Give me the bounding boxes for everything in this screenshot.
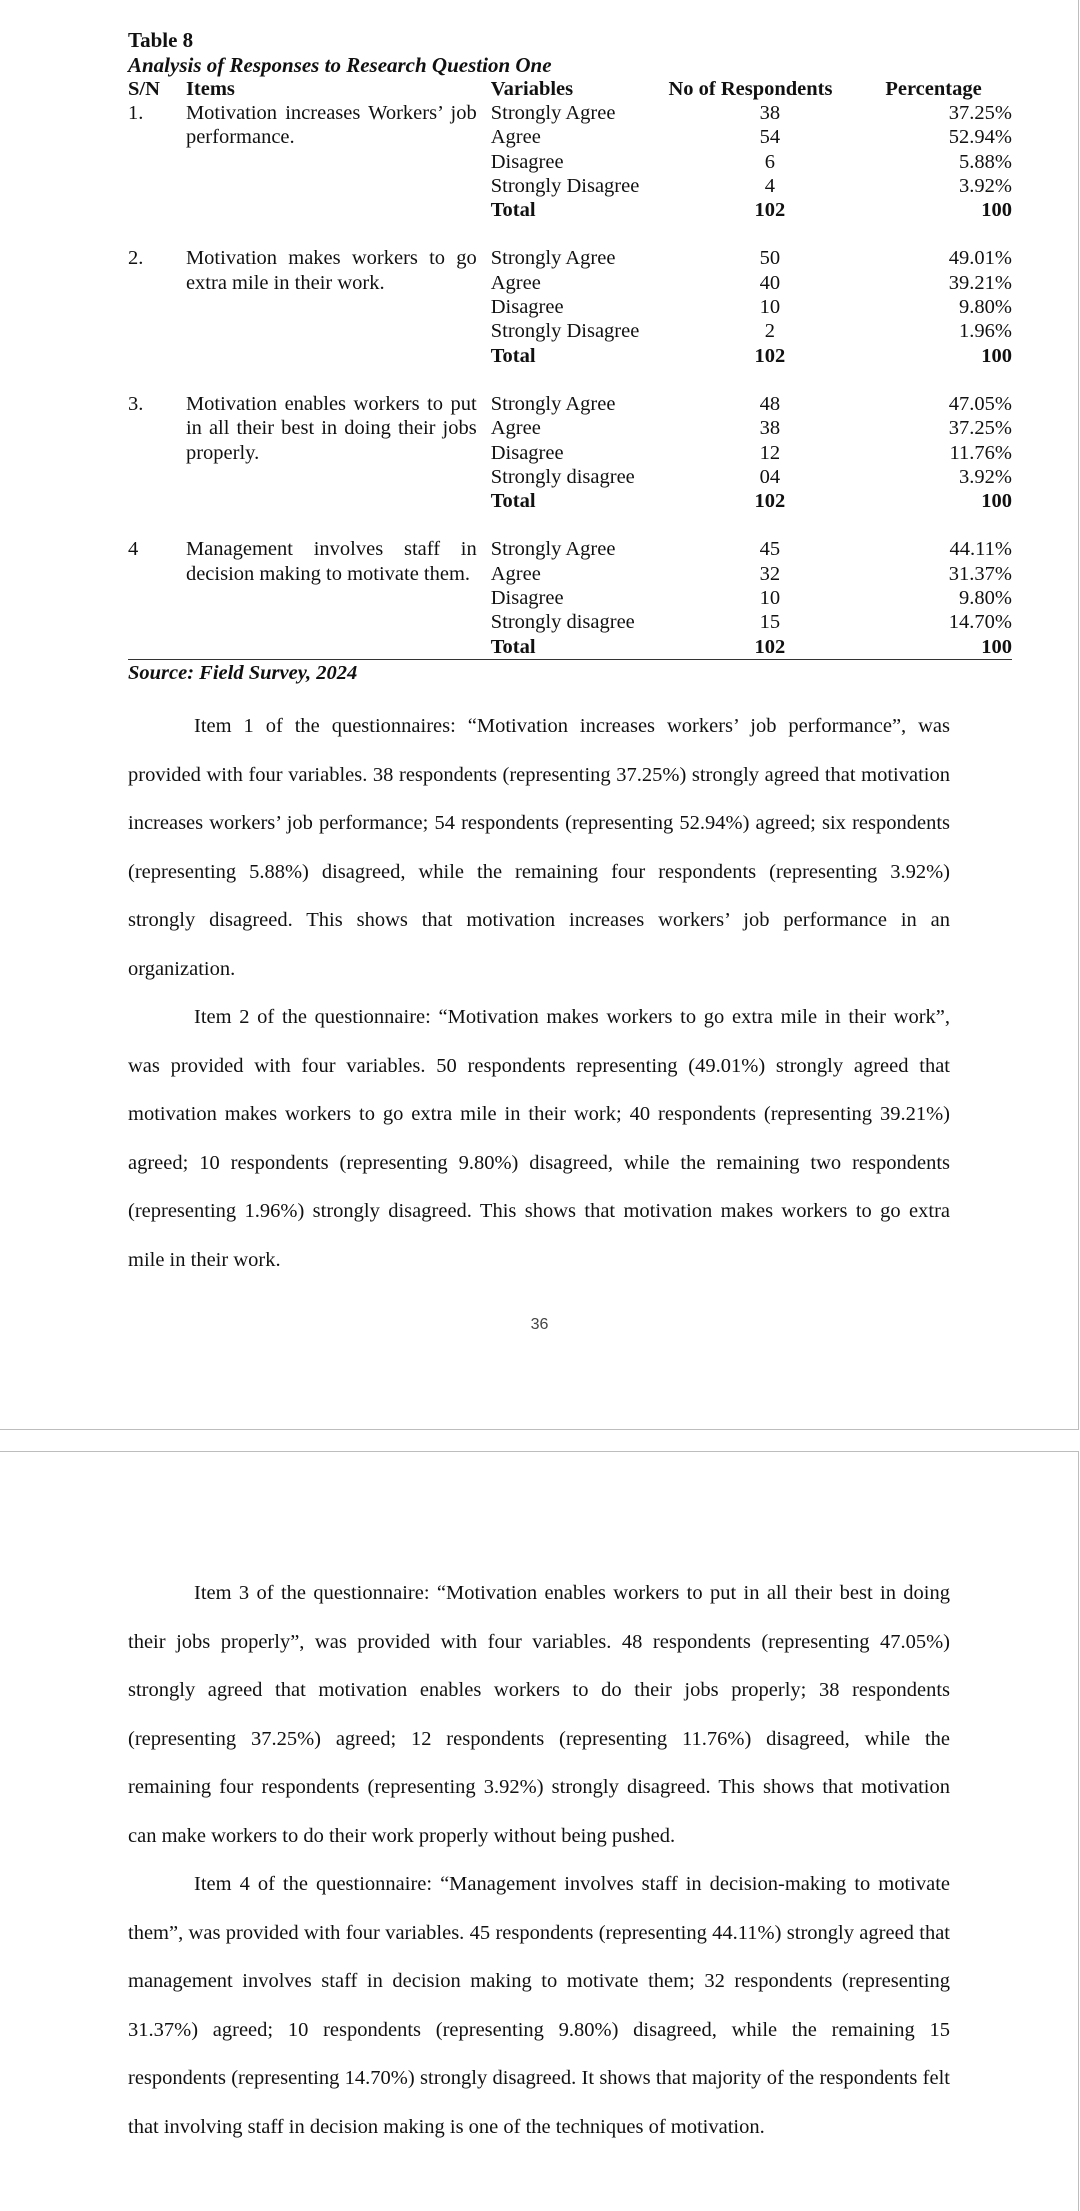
percentage-value: 14.70%: [948, 611, 1012, 634]
total-percentage: 100: [981, 635, 1012, 658]
variable-label: Strongly Agree: [490, 247, 616, 270]
table-body: [128, 101, 1012, 659]
table-spacer-row: [128, 513, 1012, 537]
row-item: Management involves staff in decision making to motivate them.: [185, 538, 477, 585]
paragraph-item-4: Item 4 of the questionnaire: “Management involves staff in decision-making to motivate them”, was provided with four variables. 45 respondents (representing 44.11%) strongly agreed that management involves staff in decision making to motivate them; 32 respondents (representing 31.37%) agreed; 10 respondents (representing 9.80%) disagreed, while the remaining 15 respondents (representing 14.70%) strongly disagreed. It shows that majority of the respondents felt that involving staff in decision making is one of the techniques of motivation.: [128, 1873, 950, 2138]
header-sn: S/N: [128, 78, 160, 100]
table-spacer-row: [128, 368, 1012, 392]
respondent-count: 40: [759, 271, 781, 294]
respondent-count: 32: [759, 562, 781, 585]
respondent-count: 54: [759, 126, 781, 149]
percentage-value: 3.92%: [959, 174, 1012, 197]
variable-label: Strongly disagree: [490, 611, 635, 634]
paragraph-item-1: Item 1 of the questionnaires: “Motivation increases workers’ job performance”, was provided with four variables. 38 respondents (representing 37.25%) strongly agreed that motivation increases workers’ job performance; 54 respondents (representing 52.94%) agreed; six respondents (representing 5.88%) disagreed, while the remaining four respondents (representing 3.92%) strongly disagreed. This shows that motivation increases workers’ job performance in an organization.: [128, 715, 950, 980]
total-label: Total: [490, 199, 536, 222]
variable-label: Strongly Agree: [490, 392, 616, 415]
percentage-value: 47.05%: [948, 392, 1012, 415]
respondent-count: 10: [759, 587, 781, 610]
percentage-value: 9.80%: [959, 587, 1012, 610]
spacer-cell: [128, 222, 1012, 246]
respondent-count: 38: [759, 102, 781, 124]
paragraph-item-3: Item 3 of the questionnaire: “Motivation enables workers to put in all their best in doing their jobs properly”, was provided with four variables. 48 respondents (representing 47.05%) strongly agreed that motivation enables workers to do their jobs properly; 38 respondents (representing 37.25%) agreed; 12 respondents (representing 11.76%) disagreed, while the remaining four respondents (representing 3.92%) strongly disagreed. This shows that motivation can make workers to do their work properly without being pushed.: [128, 1582, 950, 1847]
percentage-value: 52.94%: [948, 126, 1012, 149]
variable-label: Strongly Agree: [490, 102, 616, 124]
respondent-count: 45: [759, 538, 781, 561]
variable-label: Strongly Disagree: [490, 174, 640, 197]
variable-label: Strongly Agree: [490, 538, 616, 561]
percentage-value: 5.88%: [959, 150, 1012, 173]
respondent-count: 15: [759, 611, 781, 634]
row-respondents: [668, 392, 871, 513]
table-row: [128, 537, 1012, 659]
respondent-count: 50: [759, 247, 781, 270]
variable-label: Agree: [490, 417, 541, 440]
total-percentage: 100: [981, 199, 1012, 222]
row-respondents: [668, 537, 871, 659]
total-label: Total: [490, 344, 536, 367]
respondent-count: 12: [759, 441, 781, 464]
variable-label: Disagree: [490, 296, 564, 319]
respondent-count: 38: [759, 417, 781, 440]
row-sn: 1.: [128, 102, 144, 124]
row-sn: 4: [128, 538, 139, 561]
respondent-count: 48: [759, 392, 781, 415]
header-variables: Variables: [490, 78, 574, 100]
row-item: Motivation enables workers to put in all their best in doing their jobs properly.: [185, 392, 477, 464]
table-row: [128, 101, 1012, 222]
percentage-value: 31.37%: [948, 562, 1012, 585]
variable-label: Disagree: [490, 150, 564, 173]
row-variables: [491, 392, 669, 513]
table-8: [128, 28, 1012, 685]
total-respondents: 102: [754, 490, 786, 513]
spacer-cell: [128, 368, 1012, 392]
variable-label: Agree: [490, 126, 541, 149]
total-label: Total: [490, 490, 536, 513]
table-spacer-row: [128, 222, 1012, 246]
percentage-value: 39.21%: [948, 271, 1012, 294]
variable-label: Strongly disagree: [490, 465, 635, 488]
percentage-value: 1.96%: [959, 320, 1012, 343]
variable-label: Disagree: [490, 587, 564, 610]
total-label: Total: [490, 635, 536, 658]
respondent-count: 6: [764, 150, 776, 173]
table-source: Source: Field Survey, 2024: [128, 661, 358, 684]
percentage-value: 11.76%: [949, 441, 1012, 464]
total-percentage: 100: [981, 344, 1012, 367]
table-title: Table 8: [128, 28, 194, 52]
row-percentages: [871, 246, 1012, 367]
table-header-row: [128, 77, 1012, 101]
row-percentages: [871, 101, 1012, 222]
variable-label: Strongly Disagree: [490, 320, 640, 343]
row-respondents: [668, 246, 871, 367]
total-respondents: 102: [754, 344, 786, 367]
percentage-value: 3.92%: [959, 465, 1012, 488]
row-sn: 3.: [128, 392, 144, 415]
total-respondents: 102: [754, 199, 786, 222]
header-percentage: Percentage: [885, 78, 982, 100]
variable-label: Agree: [490, 562, 541, 585]
percentage-value: 44.11%: [949, 538, 1012, 561]
table-caption: Analysis of Responses to Research Question One: [128, 53, 552, 77]
respondent-count: 2: [764, 320, 776, 343]
row-variables: [491, 246, 669, 367]
total-respondents: 102: [754, 635, 786, 658]
percentage-value: 37.25%: [948, 102, 1012, 124]
percentage-value: 9.80%: [959, 296, 1012, 319]
row-item: Motivation increases Workers’ job performance.: [185, 102, 477, 149]
row-percentages: [871, 392, 1012, 513]
row-sn: 2.: [128, 247, 144, 270]
variable-label: Agree: [490, 271, 541, 294]
row-respondents: [668, 101, 871, 222]
paragraph-item-2: Item 2 of the questionnaire: “Motivation makes workers to go extra mile in their work”, was provided with four variables. 50 respondents representing (49.01%) strongly agreed that motivation makes workers to go extra mile in their work; 40 respondents (representing 39.21%) agreed; 10 respondents (representing 9.80%) disagreed, while the remaining two respondents (representing 1.96%) strongly disagreed. This shows that motivation makes workers to go extra mile in their work.: [128, 1006, 950, 1271]
page-number: 36: [530, 1316, 549, 1333]
header-respondents: No of Respondents: [668, 78, 833, 100]
table-row: [128, 392, 1012, 513]
row-percentages: [871, 537, 1012, 659]
percentage-value: 37.25%: [948, 417, 1012, 440]
header-items: Items: [185, 78, 235, 100]
responses-table: [128, 77, 1012, 660]
respondent-count: 10: [759, 296, 781, 319]
respondent-count: 04: [759, 465, 781, 488]
percentage-value: 49.01%: [948, 247, 1012, 270]
variable-label: Disagree: [490, 441, 564, 464]
total-percentage: 100: [981, 490, 1012, 513]
row-item: Motivation makes workers to go extra mile in their work.: [185, 247, 477, 294]
row-variables: [491, 537, 669, 659]
spacer-cell: [128, 513, 1012, 537]
row-variables: [491, 101, 669, 222]
respondent-count: 4: [764, 174, 776, 197]
table-row: [128, 246, 1012, 367]
